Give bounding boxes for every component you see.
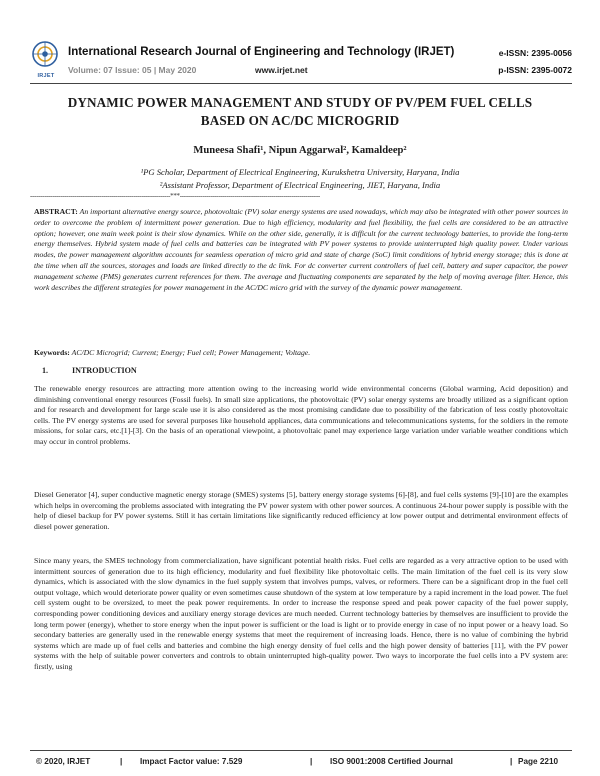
logo-text: IRJET xyxy=(37,73,55,79)
section-heading xyxy=(34,366,137,375)
abstract-label: ABSTRACT: xyxy=(34,207,78,216)
e-issn: e-ISSN: 2395-0056 xyxy=(498,48,572,58)
affiliation-1: ¹PG Scholar, Department of Electrical Engineering, Kurukshetra University, Haryana, India xyxy=(140,167,460,177)
footer-iso: ISO 9001:2008 Certified Journal xyxy=(330,757,453,766)
paragraph-1: The renewable energy resources are attracting more attention owing to the increasing world wide environmental concerns (Global warming, Acid deposition) and diminishing conventional energy resources (Fossil fuels). In small size applications, the photovoltaic (PV) solar energy systems are broadly utilized as a significant option and for research and development for large scale use it is also considered as the most promising candidate due to possibility of the fabrication of less costly photovoltaic cells. The PV energy systems are used for several purposes like household appliances, data communications and telecommunications systems, for the soldiers in the remote missions, for solar cars, etc.[1]-[3]. On the basis of an operational viewpoint, a photovoltaic panel may experience large variation under variable weather conditions which may occur in control problems. xyxy=(34,384,568,446)
abstract xyxy=(34,207,568,293)
footer-separator: | xyxy=(510,757,513,766)
journal-website[interactable]: www.irjet.net xyxy=(255,65,308,75)
footer-page-number: Page 2210 xyxy=(518,757,559,766)
footer-divider xyxy=(30,750,572,751)
header-divider xyxy=(30,83,572,84)
keywords-text: AC/DC Microgrid; Current; Energy; Fuel cell; Power Management; Voltage. xyxy=(69,348,311,357)
title-line-2: BASED ON AC/DC MICROGRID xyxy=(200,113,400,128)
journal-header xyxy=(30,40,572,86)
footer-copyright: © 2020, IRJET xyxy=(36,757,91,766)
footer-separator: | xyxy=(120,757,123,766)
paragraph-3: Since many years, the SMES technology from commercialization, have significant potential health risks. Fuel cells are regarded as a very attractive option to be used with intermittent sources of generation due to its high efficiency, modularity and fuel flexibility like photovoltaic cells. The main limitation of the fuel cell is its very slow dynamics, which is associated with the slow dynamics in the fuel supply system that involves pumps, valves, or reformers. There can be a significant drop in the fuel cell output voltage, which would deteriorate power quality or even sometimes cause shutdown of the system at low temperature by a rapid increment in the load power. The fuel cell system ought to be oversized, to meet the peak power requirements. In order to increase the response speed and peak power capacity of the fuel power supply, corresponding power conditioning devices and auxiliary energy storage devices are much needed. Current technology batteries by themselves are insufficient to provide the long term power (energy), whether to store energy when the input power is sufficient or the load is light or to provide energy in case of no input power or a heavy load. So secondary batteries are generally used in the renewable energy systems that meet the requirement of increasing loads. Hence, there is no value of combining the hybrid systems which are made up of fuel cells and batteries and combine the high energy density of fuel cells and the high power density of batteries [11], with the PV power systems with the help of suitable power converters and controls to obtain uninterrupted high-quality power. Two ways to incorporate the fuel cells into a PV system are: firstly, using xyxy=(34,556,568,671)
paragraph-2: Diesel Generator [4], super conductive magnetic energy storage (SMES) systems [5], battery energy storage systems [6]-[8], and fuel cells systems [9]-[10] are the examples which helps in overcoming the problems associated with integrating the PV power system with other power sources. A continuous 24-hour power supply is possible with the help of diesel backup for PV power systems. Still it has certain limitations like significantly reduced efficiency at low power output and detrimental environment effects of diesel power generation. xyxy=(34,490,568,531)
footer-separator: | xyxy=(310,757,313,766)
keywords xyxy=(34,348,568,357)
section-number: 1. xyxy=(42,366,49,375)
affiliation-2: ²Assistant Professor, Department of Electrical Engineering, JIET, Haryana, India xyxy=(159,180,441,190)
separator-line: ---------------------------------------------------------------------***--------------------------------------------------------------------- xyxy=(30,192,320,200)
p-issn: p-ISSN: 2395-0072 xyxy=(498,65,572,75)
journal-title: International Research Journal of Engineering and Technology (IRJET) xyxy=(68,46,455,58)
section-title: INTRODUCTION xyxy=(72,366,137,375)
keywords-label: Keywords: xyxy=(34,348,70,357)
paper-title xyxy=(40,94,560,130)
abstract-text: An important alternative energy source, photovoltaic (PV) solar energy systems are used nowadays, which may also be integrated with other power sources in order to overcome the problem of intermittent power generation. Due to high efficiency, modularity and fuel flexibility, the fuel cells are considered to be an attractive option; however, one main week point is their slow dynamics. While on the other side, generally, it is difficult for the current technology batteries, to provide the long-term energy themselves. Hybrid system made of fuel cells and batteries can be integrated with PV power systems to provide uninterrupted high quality power. Under various modes, the power management algorithm accounts for seamless operation of micro grid and state of charge (SoC) limit conditions of hybrid energy storage; this is done at the time when all the sources, storages and loads are linked directly to the dc link. For dc converter current controllers of fuel cell, battery and super capacitor, the power management scheme (PMS) generates current references for them. The average and fluctuating components are separated by the help of moving average filter. Hence, this work describes the different strategies for power management in the AC/DC micro grid with the survey of the dynamic power management. xyxy=(34,207,568,292)
volume-issue: Volume: 07 Issue: 05 | May 2020 xyxy=(68,65,197,75)
title-line-1: DYNAMIC POWER MANAGEMENT AND STUDY OF PV/PEM FUEL CELLS xyxy=(67,95,533,110)
irjet-logo xyxy=(30,40,60,80)
footer-impact-factor: Impact Factor value: 7.529 xyxy=(140,757,243,766)
author-list: Muneesa Shafi¹, Nipun Aggarwal², Kamaldeep² xyxy=(193,145,407,156)
